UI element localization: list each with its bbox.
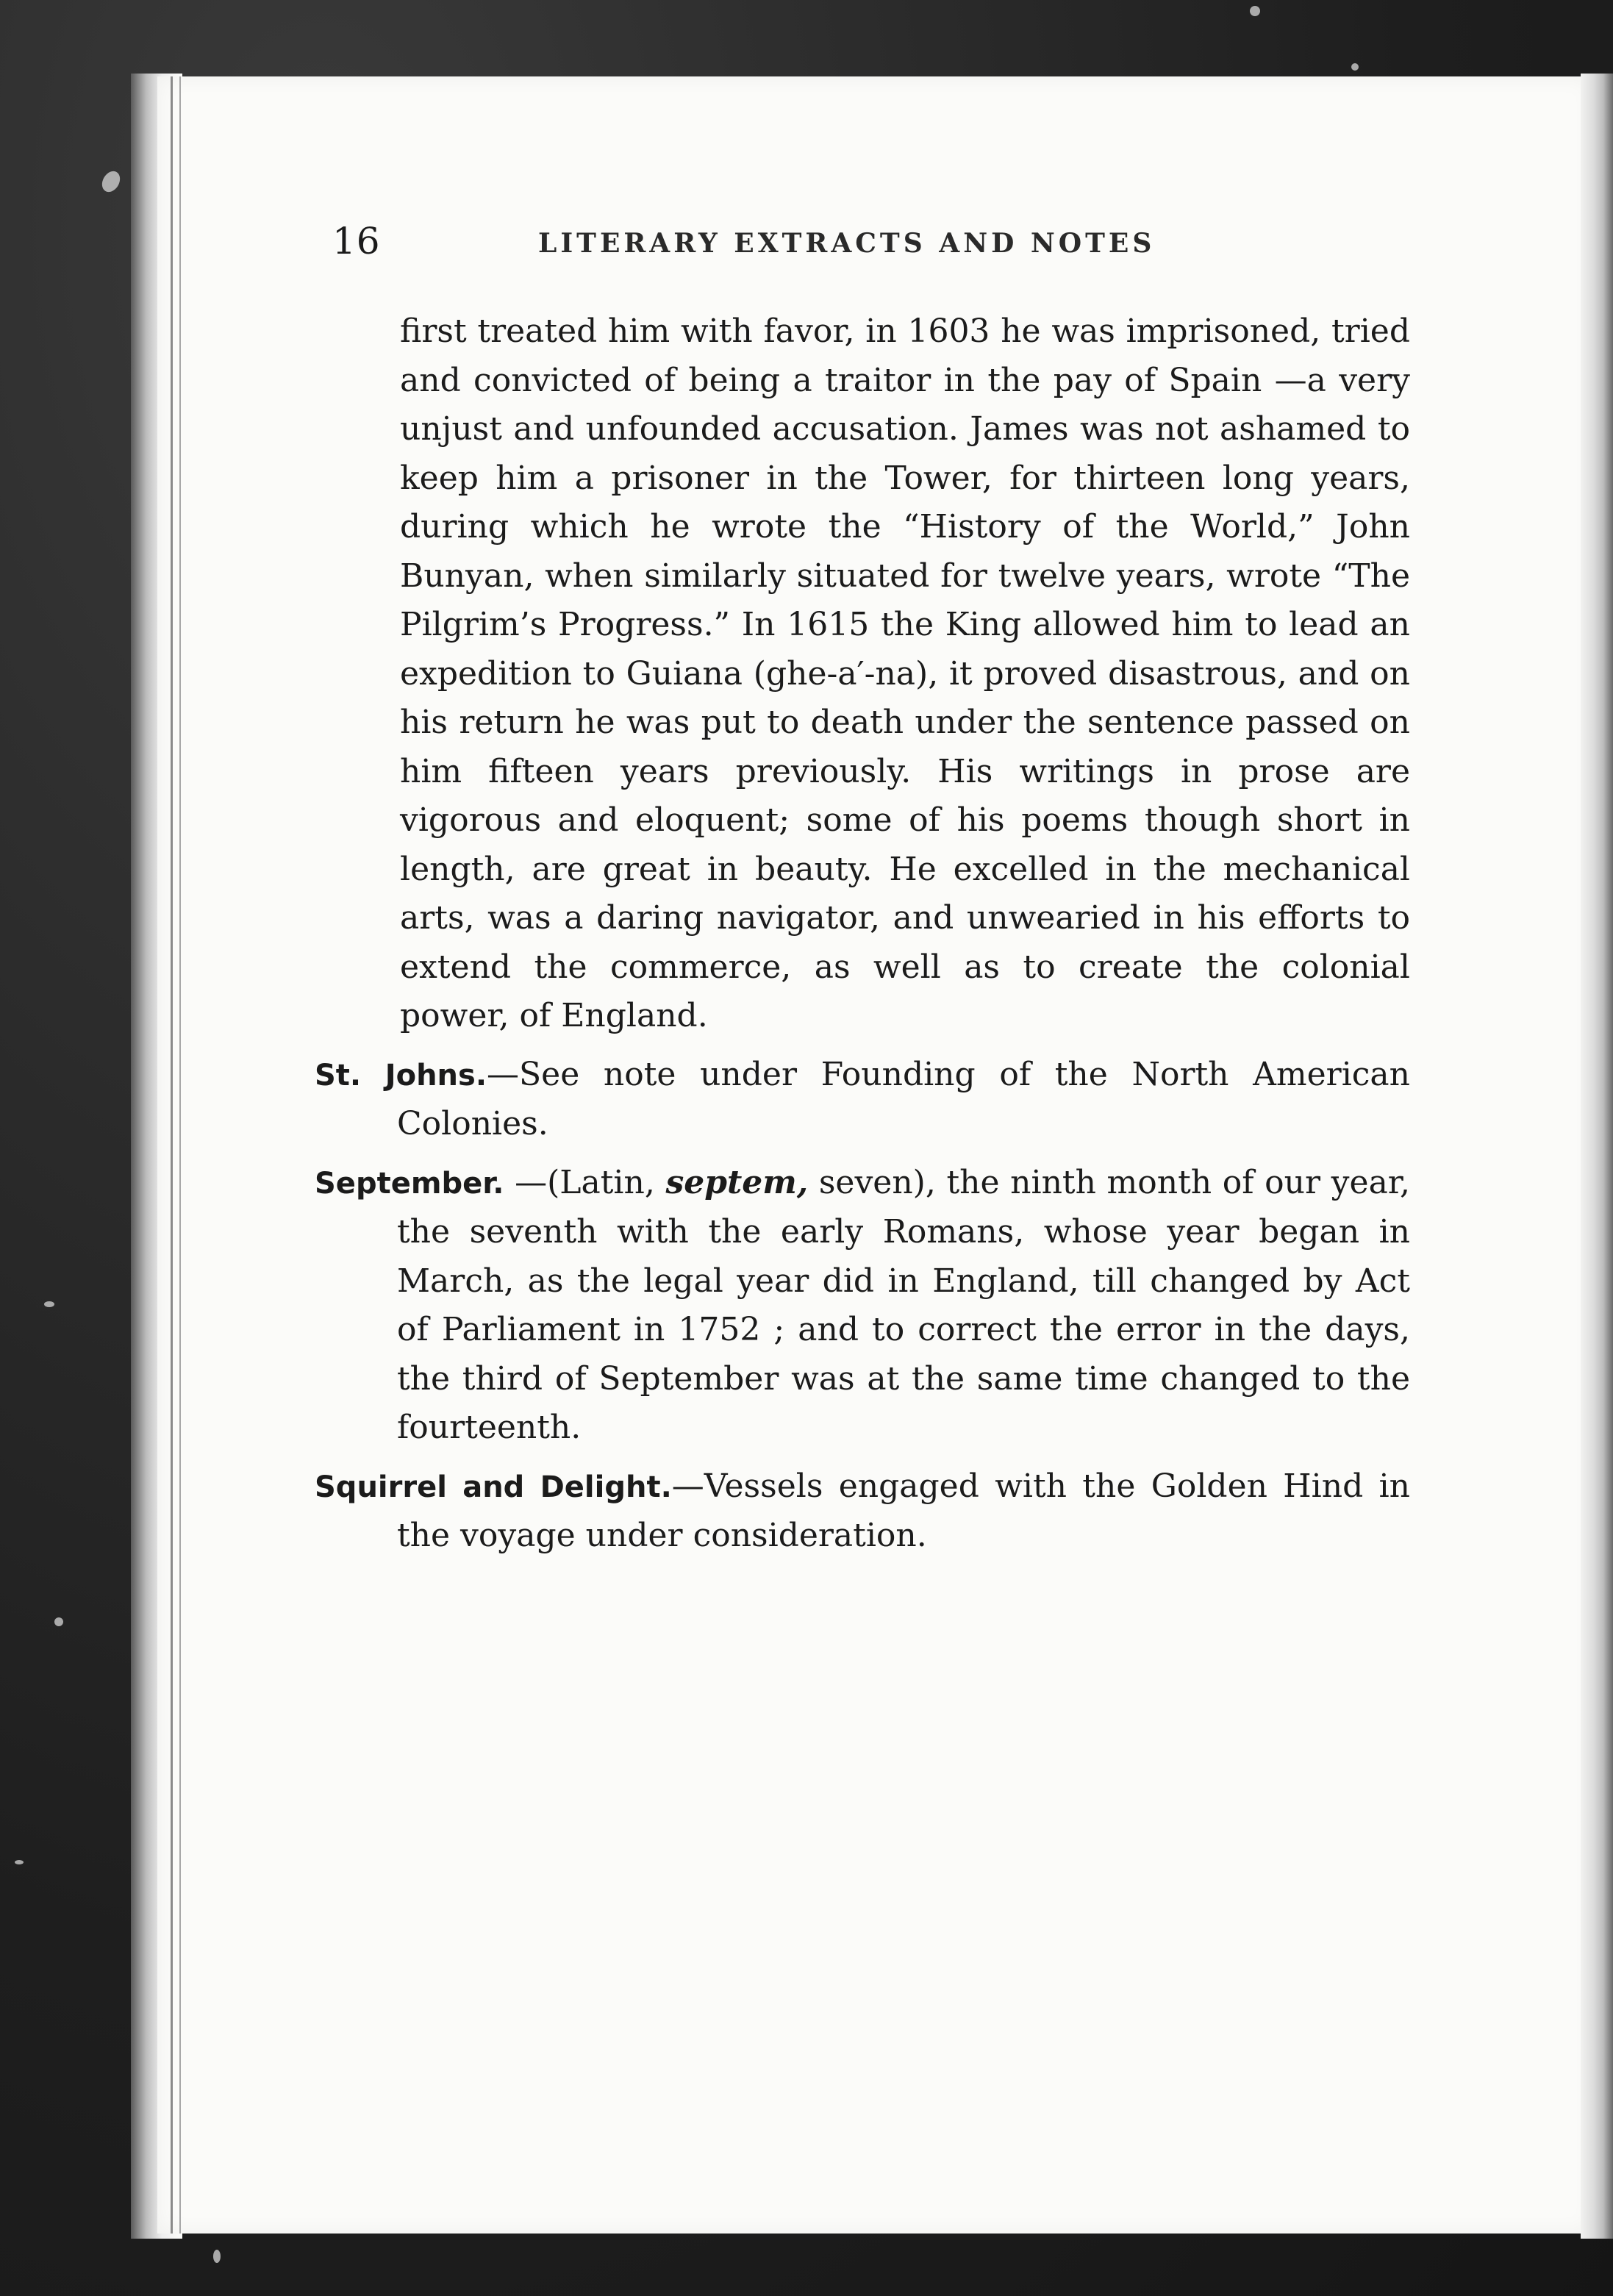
dust-speck bbox=[44, 1301, 54, 1307]
entry-september bbox=[315, 1159, 1410, 1453]
dust-speck bbox=[213, 2250, 221, 2263]
entry-text: —Vessels engaged with the Golden Hind in the voyage under consideration. bbox=[397, 1467, 1410, 1554]
dust-speck bbox=[15, 1860, 24, 1864]
page-edge-right bbox=[1581, 74, 1613, 2239]
entry-text: —See note under Founding of the North American Colonies. bbox=[397, 1055, 1410, 1142]
entry-text-before-italic: —(Latin, bbox=[504, 1163, 666, 1201]
dust-speck bbox=[54, 1617, 63, 1626]
entry-text: seven), the ninth month of our year, the seventh with the early Romans, whose year began in March, as the legal year did in England, till changed by Act of Parliament in 1752 ; and to correct the error in the days, the third of September was at the same time changed to the fourteenth. bbox=[397, 1163, 1410, 1446]
continued-entry-raleigh bbox=[315, 307, 1410, 1041]
page-header bbox=[332, 219, 1410, 263]
running-title: LITERARY EXTRACTS AND NOTES bbox=[538, 228, 1156, 259]
entry-term: St. Johns. bbox=[315, 1058, 487, 1092]
entry-text: first treated him with favor, in 1603 he was imprisoned, tried and convicted of being a traitor in the pay of Spain —a very unjust and unfounded accusation. James was not ashamed to keep him a prisoner in the Tower, for thirteen long years, during which he wrote the “History of the World,” John Bunyan, when similarly situated for twelve years, wrote “The Pilgrim’s Progress.” In 1615 the King allowed him to lead an expedition to Guiana (ghe-a′-na), it proved disastrous, and on his return he was put to death under the sentence passed on him fifteen years previously. His writings in prose are vigorous and eloquent; some of his poems though short in length, are great in beauty. He excelled in the mechanical arts, was a daring navigator, and unwearied in his efforts to extend the commerce, as well as to create the colonial power, of England. bbox=[400, 312, 1410, 1034]
entry-term: Squirrel and Delight. bbox=[315, 1470, 672, 1504]
entry-term: September. bbox=[315, 1166, 504, 1201]
entry-italic-word: septem, bbox=[665, 1163, 809, 1201]
entry-squirrel-and-delight bbox=[315, 1462, 1410, 1561]
page-body bbox=[315, 307, 1410, 1570]
entry-st-johns bbox=[315, 1051, 1410, 1149]
gutter-line bbox=[179, 76, 181, 2234]
dust-speck bbox=[1351, 63, 1359, 71]
gutter-line bbox=[171, 76, 173, 2234]
page-number: 16 bbox=[332, 220, 381, 262]
dust-speck bbox=[1250, 6, 1260, 16]
